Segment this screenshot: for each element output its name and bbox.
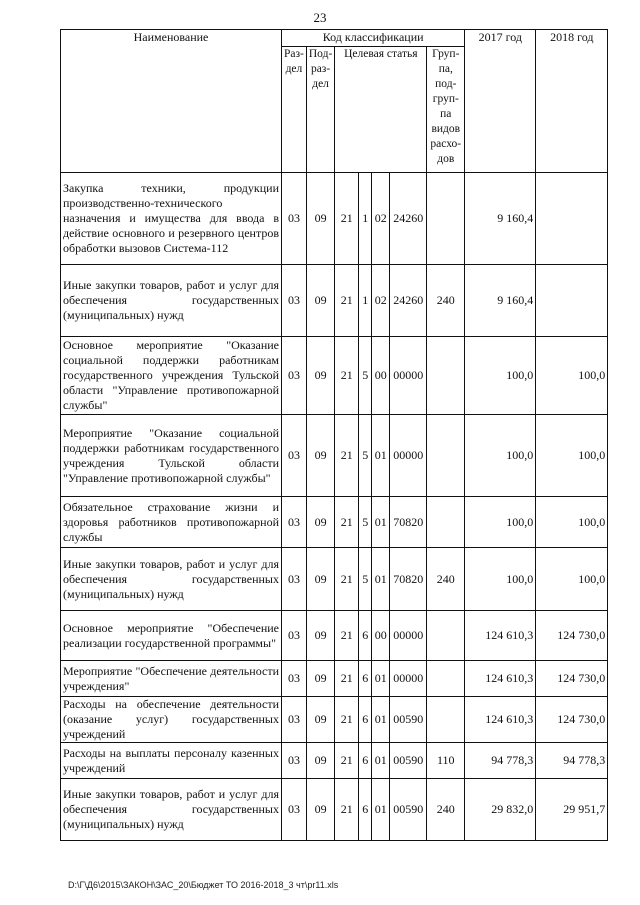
row-cs-program: 21 <box>335 265 359 337</box>
row-cs-program: 21 <box>335 415 359 497</box>
row-podrazdel: 09 <box>306 611 334 661</box>
header-celevaya: Целевая статья <box>335 47 427 173</box>
row-value-2018: 124 730,0 <box>536 611 608 661</box>
header-razdel: Раз- дел <box>282 47 307 173</box>
row-cs-subprogram: 6 <box>359 661 372 697</box>
row-razdel: 03 <box>282 661 307 697</box>
row-cs-direction: 00000 <box>390 337 427 415</box>
row-razdel: 03 <box>282 779 307 841</box>
row-value-2018: 124 730,0 <box>536 697 608 743</box>
table-row <box>61 497 608 548</box>
row-vid-rashodov: 240 <box>427 265 465 337</box>
row-name: Иные закупки товаров, работ и услуг для обеспечения государственных (муниципальных) нужд <box>61 779 282 841</box>
file-path-footer: D:\Г\Д6\2015\ЗАКОН\ЗАС_20\Бюджет ТО 2016-2018_3 чт\pr11.xls <box>68 880 339 890</box>
row-value-2017: 9 160,4 <box>465 173 536 265</box>
row-value-2017: 124 610,3 <box>465 697 536 743</box>
row-cs-direction: 24260 <box>390 173 427 265</box>
row-cs-direction: 24260 <box>390 265 427 337</box>
row-name: Расходы на выплаты персоналу казенных учреждений <box>61 743 282 779</box>
row-cs-subprogram: 1 <box>359 265 372 337</box>
row-podrazdel: 09 <box>306 779 334 841</box>
row-cs-subprogram: 6 <box>359 697 372 743</box>
row-cs-program: 21 <box>335 497 359 548</box>
row-name: Обязательное страхование жизни и здоровья работников противопожарной службы <box>61 497 282 548</box>
row-razdel: 03 <box>282 697 307 743</box>
row-cs-direction: 00000 <box>390 611 427 661</box>
row-cs-event: 01 <box>372 415 390 497</box>
row-cs-program: 21 <box>335 337 359 415</box>
row-razdel: 03 <box>282 337 307 415</box>
row-cs-direction: 70820 <box>390 497 427 548</box>
row-value-2018: 100,0 <box>536 548 608 611</box>
row-cs-subprogram: 5 <box>359 337 372 415</box>
table-row <box>61 661 608 697</box>
row-name: Мероприятие "Оказание социальной поддержки работникам государственного учреждения Тульской области "Управление противопожарной службы" <box>61 415 282 497</box>
row-value-2017: 100,0 <box>465 497 536 548</box>
row-cs-direction: 00000 <box>390 415 427 497</box>
row-value-2018 <box>536 265 608 337</box>
row-cs-event: 02 <box>372 173 390 265</box>
row-name: Мероприятие "Обеспечение деятельности учреждения" <box>61 661 282 697</box>
row-vid-rashodov: 110 <box>427 743 465 779</box>
row-podrazdel: 09 <box>306 265 334 337</box>
row-cs-program: 21 <box>335 548 359 611</box>
row-cs-program: 21 <box>335 779 359 841</box>
row-cs-subprogram: 1 <box>359 173 372 265</box>
row-vid-rashodov <box>427 497 465 548</box>
row-value-2017: 100,0 <box>465 415 536 497</box>
row-vid-rashodov <box>427 337 465 415</box>
row-value-2018: 100,0 <box>536 337 608 415</box>
row-razdel: 03 <box>282 743 307 779</box>
row-vid-rashodov <box>427 661 465 697</box>
row-cs-subprogram: 5 <box>359 497 372 548</box>
page-number: 23 <box>313 10 327 25</box>
row-podrazdel: 09 <box>306 337 334 415</box>
row-cs-subprogram: 6 <box>359 743 372 779</box>
row-podrazdel: 09 <box>306 548 334 611</box>
row-name: Расходы на обеспечение деятельности (оказание услуг) государственных учреждений <box>61 697 282 743</box>
row-value-2018 <box>536 173 608 265</box>
row-cs-event: 01 <box>372 548 390 611</box>
row-razdel: 03 <box>282 415 307 497</box>
row-value-2018: 100,0 <box>536 415 608 497</box>
row-cs-direction: 00590 <box>390 697 427 743</box>
row-vid-rashodov <box>427 173 465 265</box>
row-cs-event: 00 <box>372 337 390 415</box>
row-vid-rashodov <box>427 611 465 661</box>
row-vid-rashodov <box>427 697 465 743</box>
row-value-2017: 124 610,3 <box>465 611 536 661</box>
row-vid-rashodov <box>427 415 465 497</box>
row-cs-program: 21 <box>335 173 359 265</box>
row-value-2018: 94 778,3 <box>536 743 608 779</box>
row-value-2017: 9 160,4 <box>465 265 536 337</box>
row-razdel: 03 <box>282 611 307 661</box>
table-row <box>61 265 608 337</box>
header-podrazdel: Под- раз- дел <box>306 47 334 173</box>
row-vid-rashodov: 240 <box>427 779 465 841</box>
row-value-2017: 100,0 <box>465 548 536 611</box>
table-row <box>61 173 608 265</box>
row-cs-subprogram: 6 <box>359 779 372 841</box>
row-name: Основное мероприятие "Оказание социальной поддержки работникам государственного учреждения Тульской области "Управление противопожарной службы" <box>61 337 282 415</box>
row-podrazdel: 09 <box>306 497 334 548</box>
row-value-2017: 94 778,3 <box>465 743 536 779</box>
row-cs-event: 01 <box>372 497 390 548</box>
table-row <box>61 548 608 611</box>
row-cs-program: 21 <box>335 611 359 661</box>
row-value-2017: 124 610,3 <box>465 661 536 697</box>
row-razdel: 03 <box>282 173 307 265</box>
row-cs-event: 02 <box>372 265 390 337</box>
row-podrazdel: 09 <box>306 661 334 697</box>
row-cs-event: 01 <box>372 697 390 743</box>
row-name: Закупка техники, продукции производственно-технического назначения и имущества для ввода в действие основного и резервного центров обработки вызовов Система-112 <box>61 173 282 265</box>
row-podrazdel: 09 <box>306 697 334 743</box>
row-razdel: 03 <box>282 548 307 611</box>
row-cs-subprogram: 6 <box>359 611 372 661</box>
row-podrazdel: 09 <box>306 743 334 779</box>
header-2017: 2017 год <box>465 30 536 173</box>
row-cs-direction: 00590 <box>390 779 427 841</box>
header-2018: 2018 год <box>536 30 608 173</box>
row-cs-program: 21 <box>335 661 359 697</box>
table-row <box>61 611 608 661</box>
row-cs-subprogram: 5 <box>359 548 372 611</box>
row-podrazdel: 09 <box>306 173 334 265</box>
table-row <box>61 779 608 841</box>
table-row <box>61 337 608 415</box>
row-value-2018: 124 730,0 <box>536 661 608 697</box>
row-podrazdel: 09 <box>306 415 334 497</box>
table-row <box>61 697 608 743</box>
row-value-2017: 100,0 <box>465 337 536 415</box>
row-value-2017: 29 832,0 <box>465 779 536 841</box>
row-cs-direction: 70820 <box>390 548 427 611</box>
row-razdel: 03 <box>282 497 307 548</box>
row-cs-subprogram: 5 <box>359 415 372 497</box>
row-value-2018: 100,0 <box>536 497 608 548</box>
table-row <box>61 743 608 779</box>
row-cs-program: 21 <box>335 697 359 743</box>
row-vid-rashodov: 240 <box>427 548 465 611</box>
header-gruppa: Груп- па, под- груп- па видов расхо- дов <box>427 47 465 173</box>
header-name: Наименование <box>61 30 282 173</box>
row-name: Иные закупки товаров, работ и услуг для обеспечения государственных (муниципальных) нужд <box>61 548 282 611</box>
row-cs-event: 01 <box>372 743 390 779</box>
budget-table <box>60 29 608 841</box>
row-cs-event: 01 <box>372 661 390 697</box>
row-cs-direction: 00000 <box>390 661 427 697</box>
row-value-2018: 29 951,7 <box>536 779 608 841</box>
row-cs-event: 01 <box>372 779 390 841</box>
row-cs-program: 21 <box>335 743 359 779</box>
row-cs-event: 00 <box>372 611 390 661</box>
row-name: Иные закупки товаров, работ и услуг для обеспечения государственных (муниципальных) нужд <box>61 265 282 337</box>
row-cs-direction: 00590 <box>390 743 427 779</box>
table-row <box>61 415 608 497</box>
header-code: Код классификации <box>282 30 465 47</box>
row-razdel: 03 <box>282 265 307 337</box>
row-name: Основное мероприятие "Обеспечение реализации государственной программы" <box>61 611 282 661</box>
